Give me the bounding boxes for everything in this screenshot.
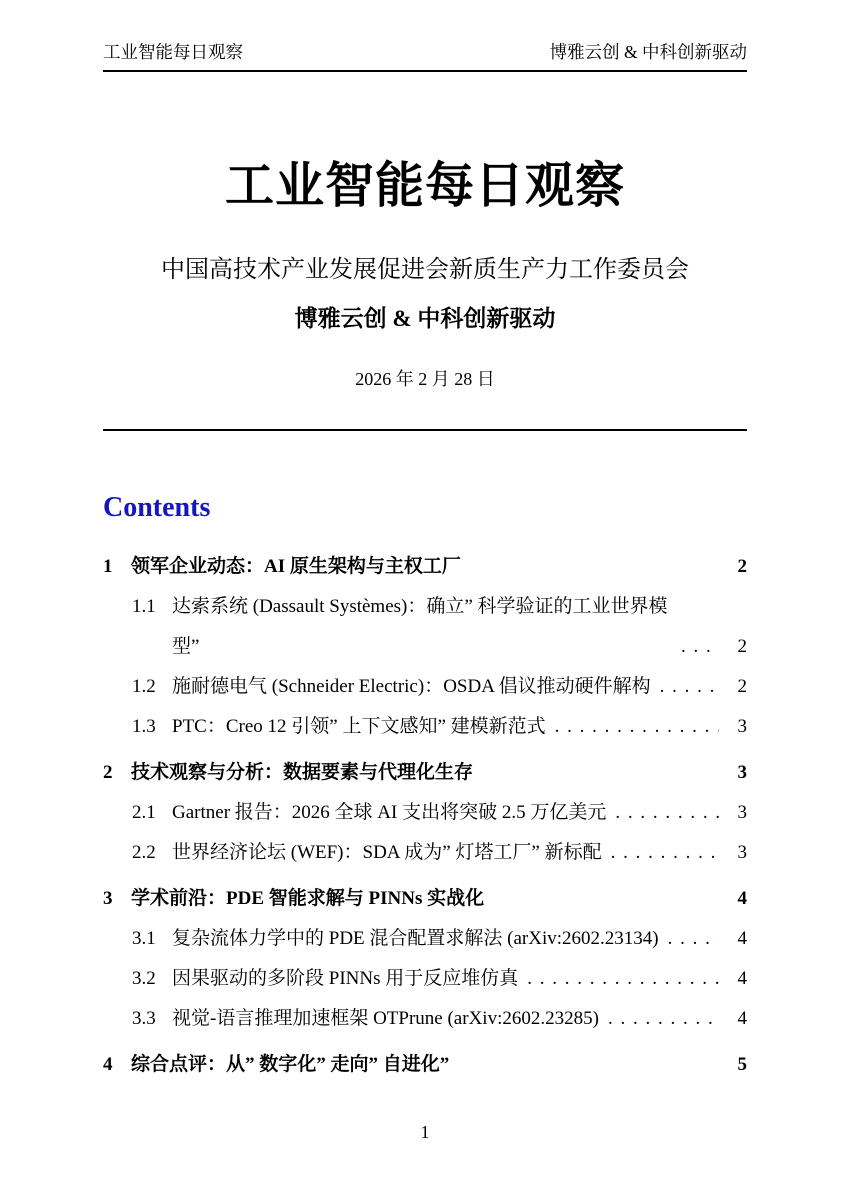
- toc-entry-title: PTC：Creo 12 引领” 上下文感知” 建模新范式: [172, 716, 546, 737]
- toc-entry-title: 技术观察与分析：数据要素与代理化生存: [131, 762, 474, 783]
- toc-entry-page: 2: [737, 636, 747, 657]
- toc-leader-dots: [602, 833, 719, 873]
- toc-entry[interactable]: [103, 879, 747, 919]
- toc-entry-title: 施耐德电气 (Schneider Electric)：OSDA 倡议推动硬件解构: [172, 676, 651, 697]
- toc-leader-dots: [672, 627, 719, 667]
- toc-entry-number: 1: [103, 556, 113, 577]
- toc-entry[interactable]: [103, 959, 747, 999]
- toc-entry-title: 视觉-语言推理加速框架 OTPrune (arXiv:2602.23285): [172, 1008, 599, 1029]
- toc-entry-page: 2: [737, 676, 747, 697]
- toc-entry[interactable]: [103, 833, 747, 873]
- contents-heading: Contents: [103, 492, 211, 523]
- toc-entry-title: 学术前沿：PDE 智能求解与 PINNs 实战化: [131, 888, 485, 909]
- authors-line: 博雅云创 & 中科创新驱动: [294, 306, 556, 331]
- toc-entry-number: 3: [103, 888, 113, 909]
- toc-entry-page: 3: [737, 842, 747, 863]
- toc-entry[interactable]: [103, 1045, 747, 1085]
- toc-entry-title: Gartner 报告：2026 全球 AI 支出将突破 2.5 万亿美元: [172, 802, 607, 823]
- toc-leader-dots: [651, 667, 719, 707]
- toc-entry-title: 世界经济论坛 (WEF)：SDA 成为” 灯塔工厂” 新标配: [172, 842, 602, 863]
- toc-entry-title: 复杂流体力学中的 PDE 混合配置求解法 (arXiv:2602.23134): [172, 928, 659, 949]
- table-of-contents: [103, 547, 747, 1085]
- toc-entry-number: 1.2: [132, 676, 156, 697]
- title-block: [103, 160, 747, 390]
- toc-leader-dots: [599, 999, 719, 1039]
- toc-entry-title: 达索系统 (Dassault Systèmes)：确立” 科学验证的工业世界模型”: [172, 596, 668, 657]
- toc-entry-page: 3: [737, 716, 747, 737]
- organization-line: 中国高技术产业发展促进会新质生产力工作委员会: [161, 257, 689, 283]
- toc-leader-dots: [606, 793, 719, 833]
- toc-entry[interactable]: [103, 547, 747, 587]
- toc-entry-title: 因果驱动的多阶段 PINNs 用于反应堆仿真: [172, 968, 519, 989]
- document-title: 工业智能每日观察: [224, 158, 625, 213]
- toc-leader-dots: [659, 919, 719, 959]
- running-header-right: 博雅云创 & 中科创新驱动: [549, 42, 747, 62]
- page-footer: [103, 1121, 747, 1143]
- toc-entry-number: 3.2: [132, 968, 156, 989]
- toc-entry-page: 5: [737, 1054, 747, 1075]
- toc-entry[interactable]: [103, 753, 747, 793]
- toc-entry-number: 2: [103, 762, 113, 783]
- toc-entry-page: 2: [737, 556, 747, 577]
- toc-entry-number: 1.3: [132, 716, 156, 737]
- toc-entry[interactable]: [103, 999, 747, 1039]
- toc-entry-page: 3: [737, 802, 747, 823]
- toc-entry-page: 4: [737, 968, 747, 989]
- toc-entry-number: 4: [103, 1054, 113, 1075]
- date-line: 2026 年 2 月 28 日: [355, 369, 495, 389]
- toc-entry-number: 3.3: [132, 1008, 156, 1029]
- toc-entry[interactable]: [103, 667, 747, 707]
- page-number: 1: [420, 1122, 430, 1142]
- toc-entry[interactable]: [103, 919, 747, 959]
- toc-entry-page: 3: [737, 762, 747, 783]
- toc-entry[interactable]: [103, 587, 747, 667]
- toc-entry-number: 2.1: [132, 802, 156, 823]
- toc-entry[interactable]: [103, 707, 747, 747]
- toc-leader-dots: [546, 707, 719, 747]
- toc-entry-page: 4: [737, 888, 747, 909]
- toc-entry-number: 3.1: [132, 928, 156, 949]
- title-rule-divider: [103, 429, 747, 431]
- toc-entry-title: 领军企业动态：AI 原生架构与主权工厂: [131, 556, 461, 577]
- toc-entry-page: 4: [737, 928, 747, 949]
- toc-entry-title: 综合点评：从” 数字化” 走向” 自进化”: [131, 1054, 450, 1075]
- toc-entry-number: 1.1: [132, 596, 156, 617]
- toc-entry-page: 4: [737, 1008, 747, 1029]
- toc-leader-dots: [518, 959, 719, 999]
- running-header: [103, 0, 747, 72]
- running-header-left: 工业智能每日观察: [103, 42, 243, 62]
- toc-entry[interactable]: [103, 793, 747, 833]
- toc-entry-number: 2.2: [132, 842, 156, 863]
